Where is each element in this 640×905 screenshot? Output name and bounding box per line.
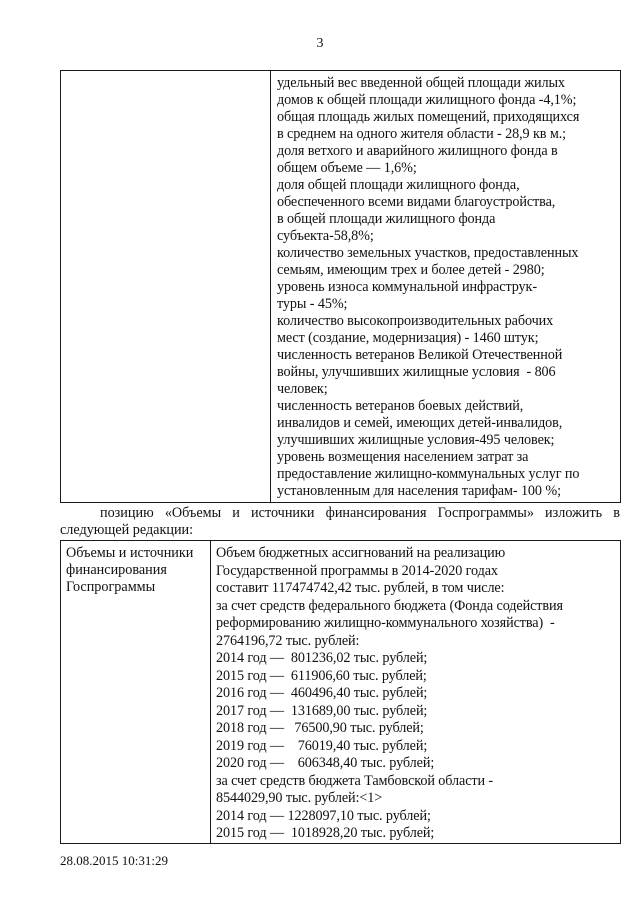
funding-content-text: Объем бюджетных ассигнований на реализацию Государственной программы в 2014-2020 годах составит 117474742,42 тыс. рублей, в том числе: за счет средств федерального бюджета (Фонда содействия реформированию жилищно-коммунального хозяйства) - 2764196,72 тыс. рублей: 2014 год — 801236,02 тыс. рублей; 2015 год — 611906,60 тыс. рублей; 2016 год — 460496,40 тыс. рублей; 2017 год — 131689,00 тыс. рублей; 2018 год — 76500,90 тыс. рублей; 2019 год — 76019,40 тыс. рублей; 2020 год — 606348,40 тыс. рублей; за счет средств бюджета Тамбовской области - 8544029,90 тыс. рублей:<1> 2014 год — 1228097,10 тыс. рублей; 2015 год — 1018928,20 тыс. рублей; (216, 545, 563, 841)
indicators-left-text (61, 71, 270, 77)
funding-label-text: Объемы и источники финансирования Госпрограммы (66, 545, 194, 595)
amendment-instruction (60, 505, 620, 539)
funding-table (60, 540, 621, 844)
funding-row (61, 541, 621, 844)
funding-label-cell (61, 541, 211, 844)
page-number: 3 (316, 36, 324, 51)
indicators-left-cell (61, 71, 271, 503)
indicators-table (60, 70, 621, 503)
instruction-line-2: следующей редакции: (60, 522, 194, 538)
print-timestamp: 28.08.2015 10:31:29 (60, 853, 168, 868)
instruction-line-1: позицию «Объемы и источники финансирования Госпрограммы» изложить в (100, 505, 620, 521)
indicators-right-cell (271, 71, 621, 503)
indicators-list-text: удельный вес введенной общей площади жилых домов к общей площади жилищного фонда -4,1%; общая площадь жилых помещений, приходящихся в среднем на одного жителя области - 28,9 кв м.; доля ветхого и аварийного жилищного фонда в общем объеме — 1,6%; доля общей площади жилищного фонда, обеспеченного всеми видами благоустройства, в общей площади жилищного фонда субъекта-58,8%; количество земельных участков, предоставленных семьям, имеющим трех и более детей - 2980; уровень износа коммунальной инфраструк- туры - 45%; количество высокопроизводительных рабочих мест (создание, модернизация) - 1460 штук; численность ветеранов Великой Отечественной войны, улучшивших жилищные условия - 806 человек; численность ветеранов боевых действий, инвалидов и семей, имеющих детей-инвалидов, улучшивших жилищные условия-495 человек; уровень возмещения населением затрат за предоставление жилищно-коммунальных услуг по установленным для населения тарифам- 100 %; (277, 75, 580, 499)
funding-content-cell (211, 541, 621, 844)
indicators-row (61, 71, 621, 503)
